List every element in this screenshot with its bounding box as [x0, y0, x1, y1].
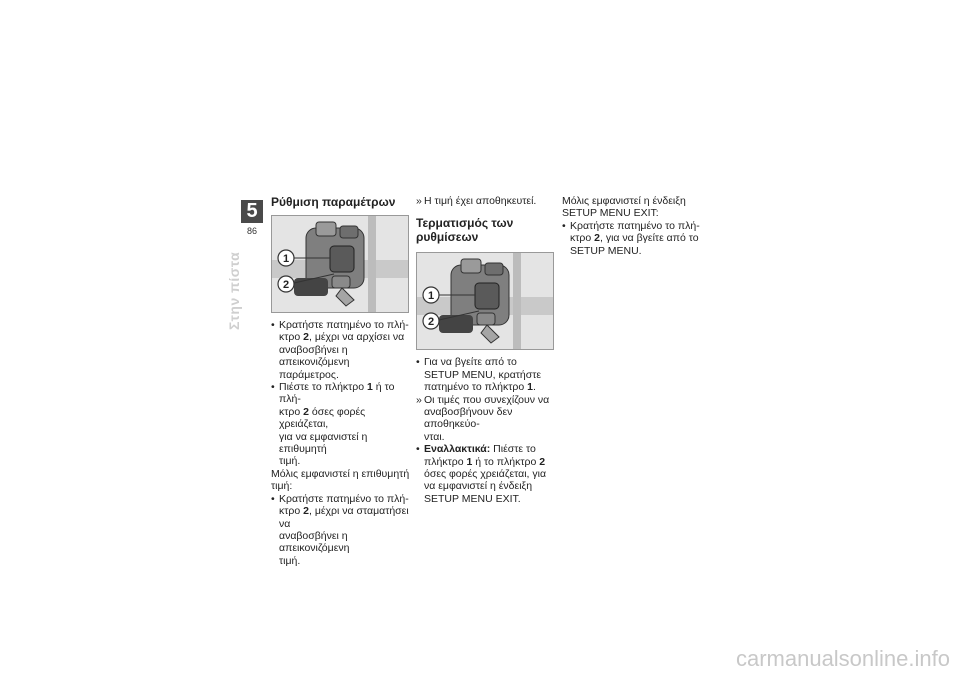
- button-ref: 2: [303, 505, 309, 518]
- button-ref: 2: [303, 405, 309, 418]
- paragraph: Μόλις εμφανιστεί η επιθυμητή τιμή:: [271, 467, 410, 493]
- callout-2-label: 2: [427, 316, 435, 329]
- list-item: • Εναλλακτικά: Πιέστε το πλήκτρο 1 ή το πλήκτρο 2 όσες φορές χρειάζεται, για να εμφανιστεί η ένδειξη SETUP MENU EXIT.: [416, 443, 556, 505]
- list-item: • Κρατήστε πατημένο το πλή- κτρο 2, μέχρι να αρχίσει να αναβοσβήνει η απεικονιζόμενη παράμετρος.: [271, 319, 411, 381]
- side-section-title: Στην πίστα: [226, 251, 242, 330]
- list-item: • Πιέστε το πλήκτρο 1 ή το πλή- κτρο 2 όσες φορές χρειάζεται, για να εμφανιστεί η επιθυμητή τιμή.: [271, 381, 411, 468]
- result-note: » Οι τιμές που συνεχίζουν να αναβοσβήνουν δεν αποθηκεύο- νται.: [416, 394, 556, 444]
- button-ref: 1: [466, 455, 473, 468]
- button-ref: 2: [303, 331, 309, 344]
- callout-1-label: 1: [282, 253, 290, 265]
- section-heading-parameter-settings: Ρύθμιση παραμέτρων: [271, 195, 396, 209]
- page-number: 86: [246, 226, 257, 236]
- handlebar-controls-figure-1: [271, 215, 409, 313]
- instructions-list-2: [416, 356, 556, 505]
- button-ref: 1: [527, 381, 533, 394]
- callout-2-label: 2: [282, 279, 290, 291]
- list-item: • Κρατήστε πατημένο το πλή- κτρο 2, για να βγείτε από το SETUP MENU.: [562, 220, 702, 257]
- paragraph: Μόλις εμφανιστεί η ένδειξη SETUP MENU EXIT:: [562, 195, 686, 220]
- section-heading-exit-settings: Τερματισμός των ρυθμίσεων: [416, 216, 514, 245]
- handlebar-switch-illustration: [272, 216, 408, 312]
- button-ref: 2: [539, 455, 546, 468]
- watermark-text: carmanualsonline.info: [735, 646, 950, 671]
- button-ref: 1: [367, 381, 373, 394]
- alternative-label: Εναλλακτικά:: [424, 443, 491, 456]
- handlebar-controls-figure-2: [416, 252, 554, 350]
- button-ref: 2: [594, 232, 600, 245]
- instructions-list-1: [271, 319, 411, 567]
- column-1: [271, 195, 411, 567]
- column-3: [562, 195, 702, 257]
- result-note: » Η τιμή έχει αποθηκευτεί.: [416, 195, 556, 207]
- list-item: • Κρατήστε πατημένο το πλή- κτρο 2, μέχρι να σταματήσει να αναβοσβήνει η απεικονιζόμενη τιμή.: [271, 493, 411, 567]
- callout-1-label: 1: [427, 290, 435, 303]
- column-2: [416, 195, 556, 505]
- handlebar-switch-illustration: [417, 253, 553, 349]
- list-item: • Για να βγείτε από το SETUP MENU, κρατήστε πατημένο το πλήκτρο 1.: [416, 356, 556, 393]
- chapter-number-tab: 5: [241, 200, 263, 223]
